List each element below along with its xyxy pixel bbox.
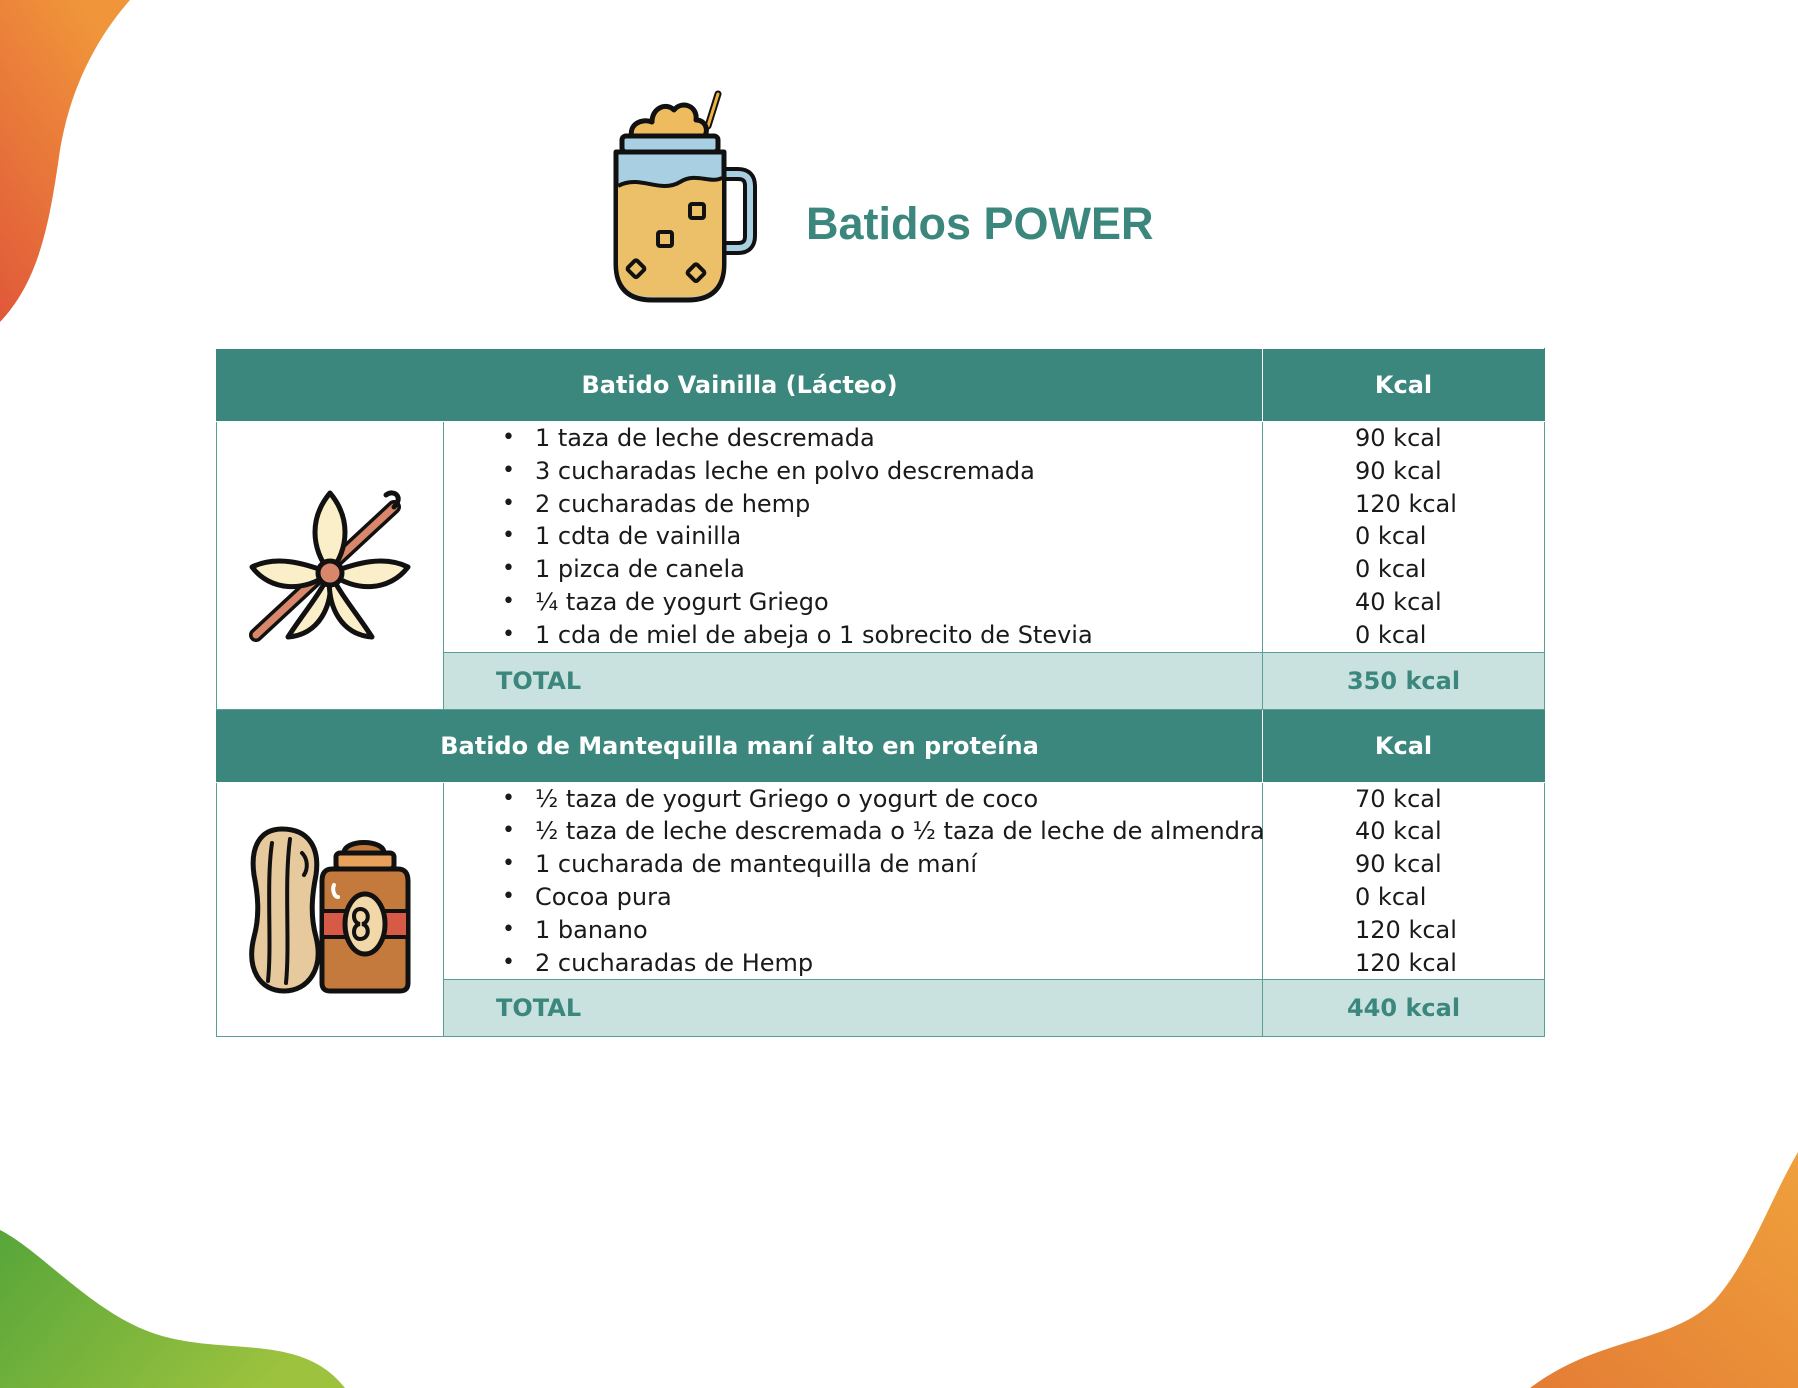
total-label: TOTAL: [444, 652, 1263, 709]
total-label: TOTAL: [444, 980, 1263, 1037]
kcal-value: 90 kcal: [1355, 424, 1442, 452]
orange-corner-blob-top-left: [0, 0, 140, 330]
total-value: 350 kcal: [1263, 652, 1545, 709]
ingredient-item: • 1 cucharada de mantequilla de maní: [502, 848, 1262, 881]
recipe-header-row: [217, 349, 1545, 422]
ingredient-item: • 3 cucharadas leche en polvo descremada: [502, 455, 1262, 488]
smoothie-jar-icon: [600, 86, 775, 306]
ingredients-cell: [444, 782, 1263, 980]
peanut-butter-jar-icon: [248, 823, 412, 995]
kcal-value: 120 kcal: [1355, 948, 1457, 977]
ingredient-item: • ¼ taza de yogurt Griego: [502, 586, 1262, 619]
kcal-cell: [1263, 422, 1545, 653]
green-corner-blob-bottom-left: [0, 1230, 360, 1388]
kcal-value: 70 kcal: [1355, 784, 1442, 813]
orange-corner-blob-bottom-right: [1520, 1140, 1798, 1388]
kcal-list: [1263, 783, 1544, 980]
kcal-value: 40 kcal: [1355, 817, 1442, 846]
ingredient-item: • Cocoa pura: [502, 881, 1262, 914]
kcal-column-header: Kcal: [1263, 349, 1545, 422]
ingredient-item: • 1 cdta de vainilla: [502, 520, 1262, 553]
recipe-image-cell: [217, 422, 444, 710]
recipe-body-row: [217, 422, 1545, 653]
kcal-value: 0 kcal: [1355, 522, 1427, 551]
kcal-value: 90 kcal: [1355, 456, 1442, 485]
ingredient-item: • ½ taza de yogurt Griego o yogurt de coco: [502, 783, 1262, 816]
kcal-value: 0 kcal: [1355, 555, 1427, 584]
ingredient-item: • 2 cucharadas de Hemp: [502, 947, 1262, 980]
kcal-value: 120 kcal: [1355, 915, 1457, 944]
ingredient-item: • ½ taza de leche descremada o ½ taza de leche de almendra: [502, 815, 1262, 848]
kcal-list: [1263, 422, 1544, 652]
ingredients-list: [444, 422, 1262, 652]
ingredient-item: • 2 cucharadas de hemp: [502, 488, 1262, 521]
recipe-header-row: [217, 709, 1545, 782]
ingredient-item: • 1 cda de miel de abeja o 1 sobrecito de Stevia: [502, 619, 1262, 652]
page-title: Batidos POWER: [806, 198, 1154, 249]
total-value: 440 kcal: [1263, 980, 1545, 1037]
kcal-value: 0 kcal: [1355, 620, 1427, 649]
ingredient-item: • 1 taza de leche descremada: [502, 422, 1262, 455]
page-header: [600, 86, 1200, 306]
kcal-value: 90 kcal: [1355, 850, 1442, 879]
kcal-value: 120 kcal: [1355, 489, 1457, 518]
kcal-value: 0 kcal: [1355, 882, 1427, 911]
ingredients-list: [444, 783, 1265, 980]
recipe-body-row: [217, 782, 1545, 980]
ingredient-item: • 1 banano: [502, 914, 1262, 947]
kcal-cell: [1263, 782, 1545, 980]
vanilla-flower-icon: [248, 487, 412, 643]
ingredients-cell: [444, 422, 1263, 653]
recipe-image-cell: [217, 782, 444, 1037]
kcal-value: 40 kcal: [1355, 587, 1442, 616]
kcal-column-header: Kcal: [1263, 709, 1545, 782]
recipes-table: [216, 348, 1545, 1037]
recipe-title: Batido de Mantequilla maní alto en proteína: [217, 709, 1263, 782]
ingredient-item: • 1 pizca de canela: [502, 553, 1262, 586]
recipe-title: Batido Vainilla (Lácteo): [217, 349, 1263, 422]
